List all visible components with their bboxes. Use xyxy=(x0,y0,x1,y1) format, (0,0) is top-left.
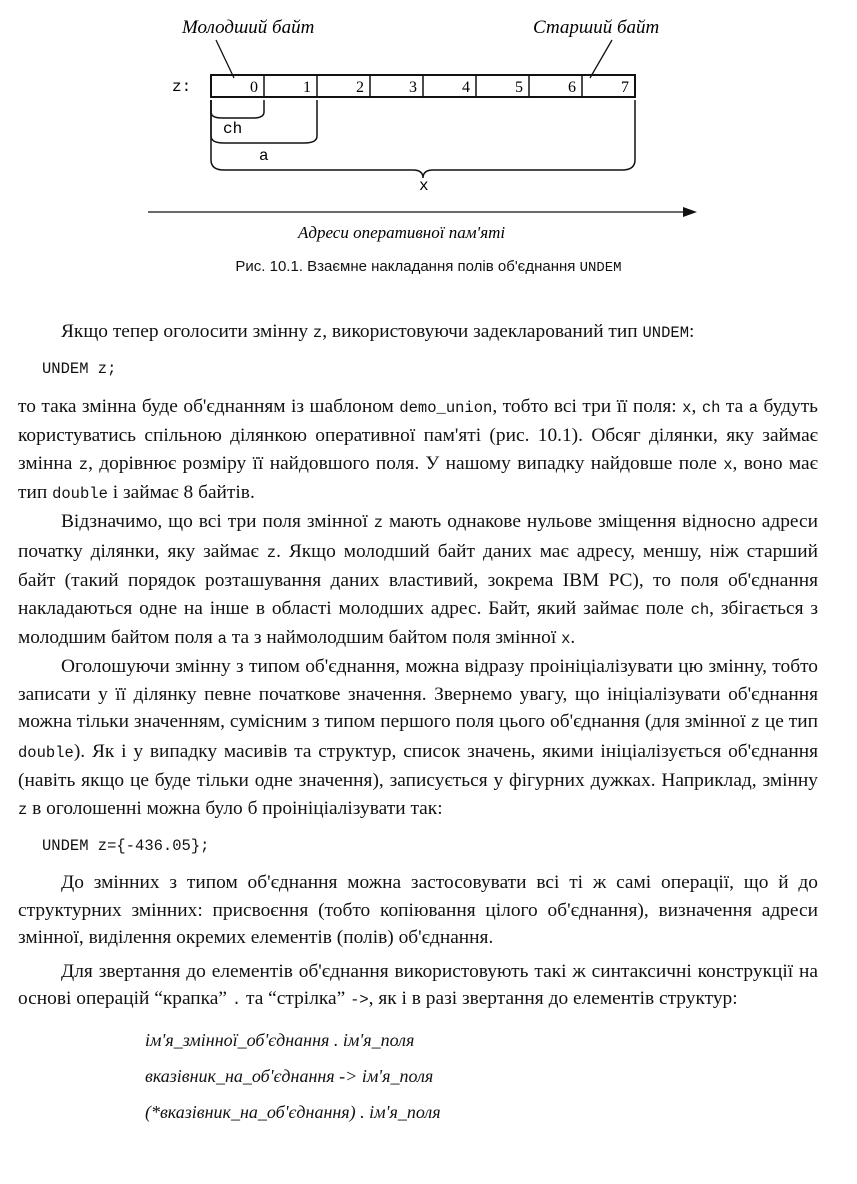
paragraph xyxy=(18,318,818,347)
union-overlay-diagram xyxy=(0,0,857,300)
inline-code: z xyxy=(373,514,383,533)
inline-code: z xyxy=(78,455,89,474)
inline-code: double xyxy=(52,485,108,504)
text: та з наймолодшим байтом поля змінної xyxy=(226,627,562,649)
inline-code: double xyxy=(18,743,74,762)
inline-code: ch xyxy=(701,398,721,417)
text: та “стрілка” xyxy=(241,987,351,1009)
byte-index: 6 xyxy=(568,79,576,96)
text: . Якщо молодший байт даних має адресу, меншу, ніж старший байт (такий порядок розташування даних властивий, зокрема IBM PC), то поля об'єднання накладаються одне на інше в області молодших адрес. Байт, який займає поле xyxy=(18,540,818,619)
inline-code: -> xyxy=(350,990,369,1009)
inline-code: x xyxy=(723,455,733,474)
text: це тип xyxy=(759,711,818,733)
text: , тобто всі три її поля: xyxy=(492,395,683,417)
text: Якщо тепер оголосити змінну xyxy=(61,321,313,342)
body-text xyxy=(18,318,818,1130)
byte-index: 0 xyxy=(250,79,258,96)
inline-code: z xyxy=(266,543,277,562)
paragraph xyxy=(18,958,818,1015)
text: , використовуючи задекларований тип xyxy=(322,321,643,342)
syntax-line: ім'я_змінної_об'єднання . ім'я_поля xyxy=(145,1030,415,1051)
byte-index: 4 xyxy=(462,79,470,96)
text: будуть користуватись спільною ділянкою оперативної пам'яті (рис. 10.1). Обсяг ділянки, яку займає змінна xyxy=(18,395,819,474)
byte-index: 2 xyxy=(356,79,364,96)
text: мають однакове нульове зміщення відносно адреси початку ділянки, яку займає xyxy=(18,511,818,562)
text: Відзначимо, що всі три поля змінної xyxy=(61,511,374,533)
text: , дорівнює розміру її найдовшого поля. У нашому випадку найдовше поле xyxy=(88,452,724,474)
field-ch-brace xyxy=(211,100,264,118)
text: то така змінна буде об'єднанням із шаблоном xyxy=(18,395,400,417)
inline-code: a xyxy=(748,398,759,417)
code-line: UNDEM z={-436.05}; xyxy=(42,836,210,855)
field-x-brace xyxy=(211,100,635,178)
byte-index: 5 xyxy=(515,79,523,96)
text: ). Як і у випадку масивів та структур, список значень, якими ініціалізується об'єднання (навіть якщо це буде тільки одне значення), записується у фігурних дужках. Наприклад, змінну xyxy=(18,740,818,792)
field-ch-label: ch xyxy=(223,120,243,138)
text: , xyxy=(691,395,702,417)
inline-code: UNDEM xyxy=(642,324,690,342)
paragraph xyxy=(18,653,818,823)
text: Оголошуючи змінну з типом об'єднання, можна відразу проініціалізувати цю змінну, тобто записати у її ділянку певне початкове значення. Звернемо увагу, що ініціалізувати об'єднання можна тільки значенням, сумісним з типом першого поля цього об'єднання (для змінної xyxy=(18,656,818,733)
low-byte-label: Молодший байт xyxy=(182,17,315,38)
high-byte-label: Старший байт xyxy=(533,17,660,38)
text: і займає 8 байтів. xyxy=(107,482,255,504)
inline-code: ch xyxy=(690,600,710,619)
low-byte-pointer xyxy=(216,40,234,78)
text: : xyxy=(689,321,695,342)
byte-index: 7 xyxy=(621,79,629,96)
field-x-label: x xyxy=(419,177,429,195)
text: . xyxy=(570,627,576,649)
memory-address-label: Адреси оперативної пам'яті xyxy=(298,223,506,242)
byte-row xyxy=(211,75,635,97)
inline-code: . xyxy=(231,990,242,1009)
inline-code: z xyxy=(750,714,760,733)
paragraph: До змінних з типом об'єднання можна застосовувати всі ті ж самі операції, що й до структурних змінних: присвоєння (тобто копіювання цілого об'єднання), визначення адреси змінної, виділення окремих елементів (полів) об'єднання. xyxy=(18,872,818,949)
arrow-head-icon xyxy=(683,207,697,217)
field-a-label: a xyxy=(259,147,269,165)
figure-caption xyxy=(0,258,857,276)
inline-code: x xyxy=(682,398,692,417)
inline-code: a xyxy=(217,630,227,649)
text: та xyxy=(720,395,749,417)
variable-z-label: z: xyxy=(172,78,192,96)
caption-code: UNDEM xyxy=(579,260,622,276)
paragraph xyxy=(18,393,818,509)
text: , воно має тип xyxy=(18,452,818,504)
inline-code: demo_union xyxy=(399,398,493,417)
byte-index: 1 xyxy=(303,79,311,96)
inline-code: x xyxy=(561,630,571,649)
inline-code: z xyxy=(312,324,323,342)
text: , збігається з молодшим байтом поля xyxy=(18,597,818,649)
text: Для звертання до елементів об'єднання використовують такі ж синтаксичні конструкції на основі операцій “крапка” xyxy=(18,960,818,1009)
syntax-line: вказівник_на_об'єднання -> ім'я_поля xyxy=(145,1066,434,1087)
text: , як і в разі звертання до елементів структур: xyxy=(368,987,738,1009)
byte-index: 3 xyxy=(409,79,417,96)
syntax-line: (*вказівник_на_об'єднання) . ім'я_поля xyxy=(145,1102,441,1123)
inline-code: z xyxy=(18,800,28,819)
paragraph xyxy=(18,508,818,653)
code-line: UNDEM z; xyxy=(42,360,117,379)
caption-text: Рис. 10.1. Взаємне накладання полів об'єднання xyxy=(235,258,580,275)
text: в оголошенні можна було б проініціалізувати так: xyxy=(27,797,443,819)
high-byte-pointer xyxy=(590,40,612,78)
